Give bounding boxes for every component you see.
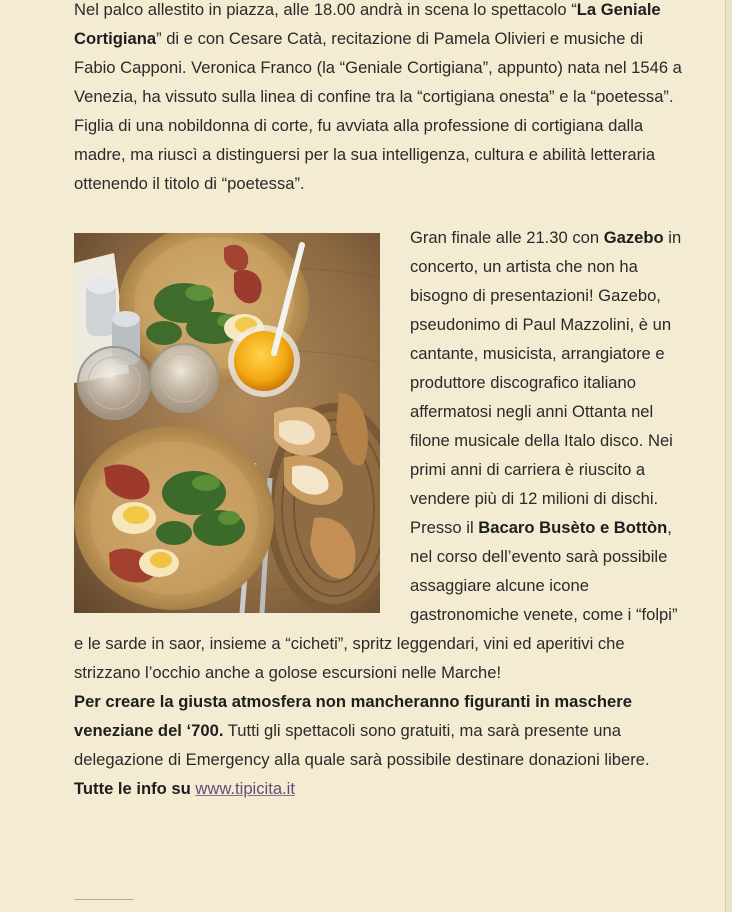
show-title: La Geniale Cortigiana [74, 0, 661, 48]
text-fragment: Gran finale alle 21.30 con [410, 228, 604, 247]
text-fragment: Tutti gli spettacoli sono gratuiti, ma sarà presente una delegazione di Emergency alla quale sarà possibile destinare donazioni libere. [74, 721, 650, 769]
article-body [74, 0, 688, 803]
info-label: Tutte le info su [74, 779, 196, 798]
highlight-text: Per creare la giusta atmosfera non mancheranno figuranti in maschere veneziane del ‘700. [74, 692, 632, 740]
paragraph-cortigiana [74, 0, 688, 198]
artist-name: Gazebo [603, 228, 664, 247]
section-divider [74, 899, 134, 900]
text-fragment: Nel palco allestito in piazza, alle 18.00 andrà in scena lo spettacolo “ [74, 0, 577, 19]
info-line [74, 774, 688, 803]
food-photo [74, 233, 380, 613]
paragraph-atmosfera [74, 687, 688, 774]
text-fragment: ” di e con Cesare Catà, recitazione di Pamela Olivieri e musiche di Fabio Capponi. Veronica Franco (la “Geniale Cortigiana”, appunto) nata nel 1546 a Venezia, ha vissuto sulla linea di confine tra la “cortigiana onesta” e la “poetessa”. Figlia di una nobildonna di corte, fu avviata alla professione di cortigiana dalla madre, ma riuscì a distinguersi per la sua intelligenza, cultura e abilità letteraria ottenendo il titolo di “poetessa”. [74, 29, 682, 193]
tipicita-link[interactable]: www.tipicita.it [195, 779, 295, 798]
text-fragment: , nel corso dell’evento sarà possibile assaggiare alcune icone gastronomiche venete, come i “folpi” e le sarde in saor, insieme a “cicheti”, spritz leggendari, vini ed aperitivi che strizzano l’occhio anche a golose escursioni nelle Marche! [74, 518, 678, 682]
page-edge [725, 0, 732, 912]
text-fragment: in concerto, un artista che non ha bisogno di presentazioni! Gazebo, pseudonimo di Paul Mazzolini, è un cantante, musicista, arrangiatore e produttore discografico italiano affermatosi negli anni Ottanta nel filone musicale della Italo disco. Nei primi anni di carriera è riuscito a vendere più di 12 milioni di dischi. Presso il [410, 228, 682, 537]
venue-name: Bacaro Busèto e Bottòn [478, 518, 668, 537]
